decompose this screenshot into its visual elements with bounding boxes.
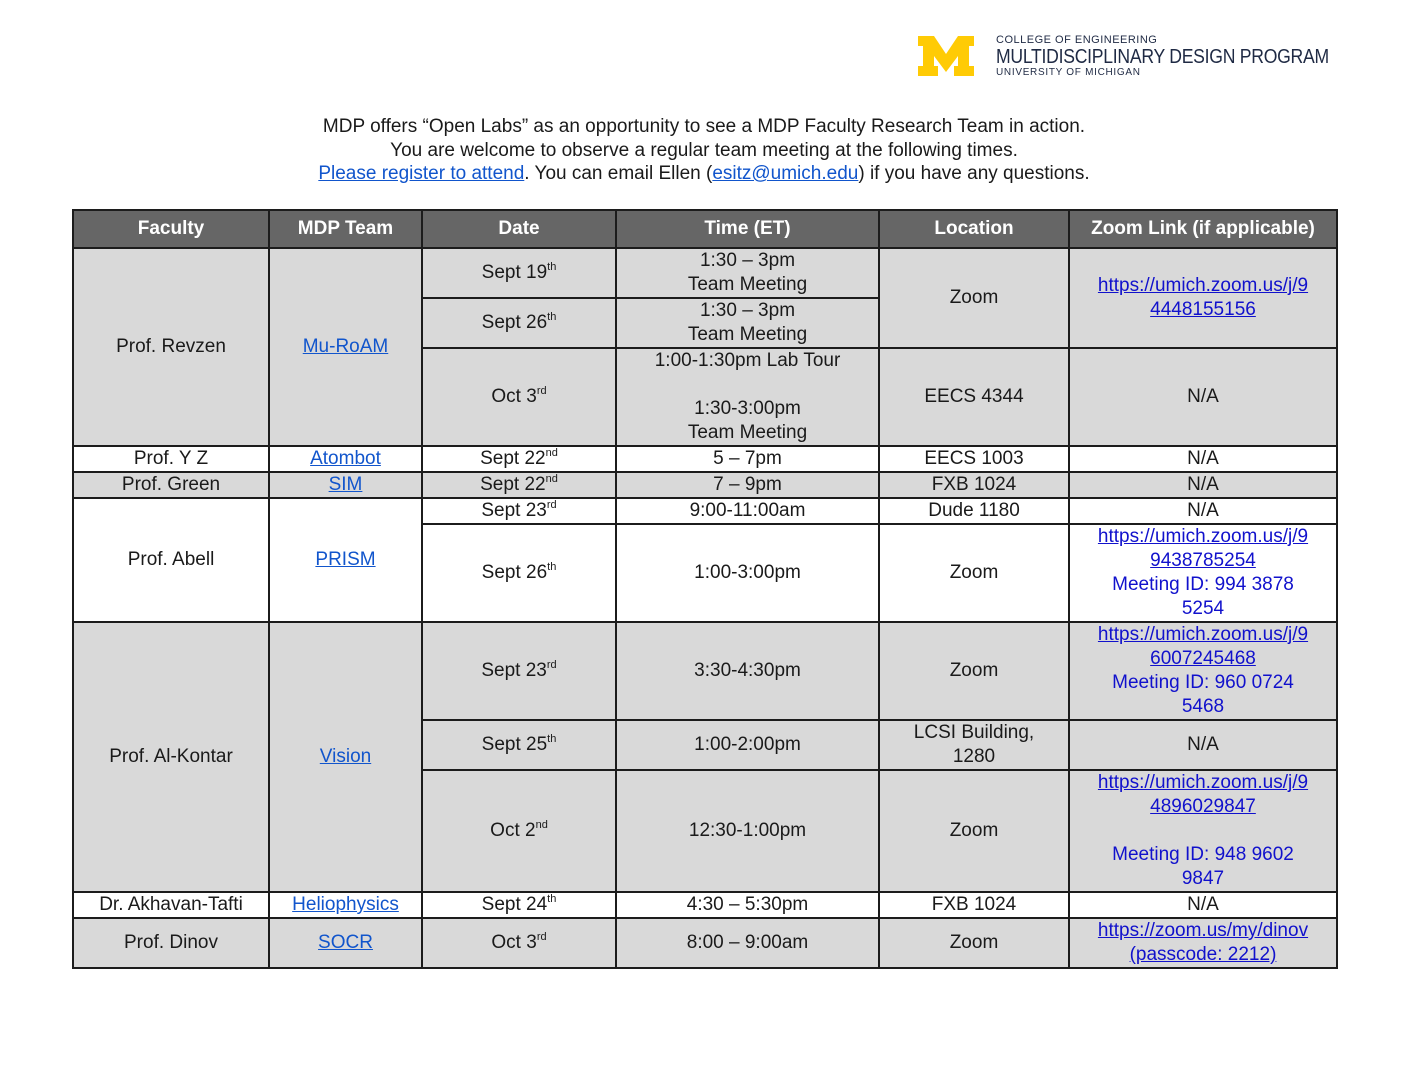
date-cell: Sept 26th (422, 524, 616, 622)
date-cell: Sept 22nd (422, 446, 616, 472)
date-cell: Sept 23rd (422, 498, 616, 524)
location-cell: Zoom (879, 918, 1069, 968)
intro-end-text: ) if you have any questions. (858, 163, 1090, 184)
team-cell (269, 918, 422, 968)
logo-program: MULTIDISCIPLINARY DESIGN PROGRAM (996, 46, 1329, 68)
team-cell (269, 446, 422, 472)
zoom-cell: N/A (1069, 446, 1337, 472)
faculty-cell: Prof. Al-Kontar (73, 622, 269, 892)
header-date: Date (422, 210, 616, 248)
team-link-mu-roam[interactable]: Mu-RoAM (302, 336, 389, 357)
faculty-cell: Prof. Green (73, 472, 269, 498)
table-row (73, 622, 1337, 720)
zoom-cell: N/A (1069, 720, 1337, 770)
team-link-heliophysics[interactable]: Heliophysics (292, 894, 399, 915)
zoom-cell (1069, 918, 1337, 968)
table-header-row (73, 210, 1337, 248)
zoom-link[interactable]: https://umich.zoom.us/j/9 4896029847 (1097, 772, 1309, 817)
intro-mid-text: . You can email Ellen ( (524, 163, 713, 184)
zoom-cell: https://umich.zoom.us/j/9 6007245468 Meeting ID: 960 0724 5468 (1069, 622, 1337, 720)
team-link-socr[interactable]: SOCR (318, 932, 373, 953)
meeting-id: Meeting ID: 948 9602 (1112, 844, 1294, 865)
location-cell: Zoom (879, 770, 1069, 892)
time-cell: 1:00-3:00pm (616, 524, 879, 622)
location-cell: Zoom (879, 248, 1069, 348)
zoom-cell (1069, 248, 1337, 348)
table-row (73, 498, 1337, 524)
time-cell: 5 – 7pm (616, 446, 879, 472)
intro-line-1: MDP offers “Open Labs” as an opportunity to see a MDP Faculty Research Team in action. (322, 116, 1086, 137)
time-cell: 12:30-1:00pm (616, 770, 879, 892)
team-link-sim[interactable]: SIM (328, 474, 363, 495)
zoom-cell: N/A (1069, 472, 1337, 498)
time-cell: 1:30 – 3pm Team Meeting (616, 248, 879, 298)
header-zoom-link: Zoom Link (if applicable) (1069, 210, 1337, 248)
intro-line-3 (0, 162, 1408, 186)
date-cell: Oct 3rd (422, 918, 616, 968)
date-cell: Sept 19th (422, 248, 616, 298)
date-cell: Sept 22nd (422, 472, 616, 498)
location-cell: EECS 1003 (879, 446, 1069, 472)
table-row (73, 892, 1337, 918)
table-row (73, 918, 1337, 968)
open-labs-schedule-table (72, 209, 1338, 969)
location-cell: Zoom (879, 622, 1069, 720)
faculty-cell: Prof. Dinov (73, 918, 269, 968)
time-cell: 1:00-2:00pm (616, 720, 879, 770)
location-cell: FXB 1024 (879, 472, 1069, 498)
zoom-cell: https://umich.zoom.us/j/9 4896029847 Meeting ID: 948 9602 9847 (1069, 770, 1337, 892)
zoom-cell: N/A (1069, 348, 1337, 446)
team-cell (269, 892, 422, 918)
time-cell: 4:30 – 5:30pm (616, 892, 879, 918)
intro-paragraph (0, 115, 1408, 186)
faculty-cell: Prof. Revzen (73, 248, 269, 446)
date-cell: Sept 25th (422, 720, 616, 770)
header-faculty: Faculty (73, 210, 269, 248)
zoom-cell: https://umich.zoom.us/j/9 9438785254 Meeting ID: 994 3878 5254 (1069, 524, 1337, 622)
date-cell: Oct 2nd (422, 770, 616, 892)
time-cell: 8:00 – 9:00am (616, 918, 879, 968)
team-cell (269, 622, 422, 892)
logo-wordmark (996, 34, 1374, 78)
time-cell: 9:00-11:00am (616, 498, 879, 524)
date-cell: Sept 24th (422, 892, 616, 918)
location-cell: LCSI Building, 1280 (879, 720, 1069, 770)
faculty-cell: Prof. Abell (73, 498, 269, 622)
team-cell (269, 472, 422, 498)
meeting-id: Meeting ID: 994 3878 (1112, 574, 1294, 595)
time-cell: 1:00-1:30pm Lab Tour 1:30-3:00pm Team Meeting (616, 348, 879, 446)
location-cell: FXB 1024 (879, 892, 1069, 918)
team-link-vision[interactable]: Vision (319, 746, 372, 767)
register-link[interactable]: Please register to attend (318, 163, 525, 184)
table-row (73, 248, 1337, 298)
zoom-link[interactable]: https://umich.zoom.us/j/9 4448155156 (1097, 275, 1309, 320)
zoom-link[interactable]: https://umich.zoom.us/j/9 6007245468 (1097, 624, 1309, 669)
zoom-link[interactable]: https://umich.zoom.us/j/9 9438785254 (1097, 526, 1309, 571)
team-cell (269, 498, 422, 622)
header-mdp-team: MDP Team (269, 210, 422, 248)
intro-line-2: You are welcome to observe a regular team meeting at the following times. (390, 139, 1018, 161)
zoom-link[interactable]: https://zoom.us/my/dinov (passcode: 2212) (1097, 920, 1309, 965)
date-cell: Sept 23rd (422, 622, 616, 720)
table-row (73, 472, 1337, 498)
time-cell: 7 – 9pm (616, 472, 879, 498)
logo-college: COLLEGE OF ENGINEERING (996, 34, 1158, 46)
faculty-cell: Prof. Y Z (73, 446, 269, 472)
location-cell: Zoom (879, 524, 1069, 622)
meeting-id: Meeting ID: 960 0724 (1112, 672, 1294, 693)
team-link-prism[interactable]: PRISM (315, 549, 376, 570)
zoom-cell: N/A (1069, 892, 1337, 918)
logo-university: UNIVERSITY OF MICHIGAN (996, 67, 1141, 78)
faculty-cell: Dr. Akhavan-Tafti (73, 892, 269, 918)
time-cell: 1:30 – 3pm Team Meeting (616, 298, 879, 348)
zoom-cell: N/A (1069, 498, 1337, 524)
email-link[interactable]: esitz@umich.edu (712, 163, 859, 184)
team-link-atombot[interactable]: Atombot (310, 448, 381, 469)
header-time: Time (ET) (616, 210, 879, 248)
date-cell: Sept 26th (422, 298, 616, 348)
team-cell (269, 248, 422, 446)
header-location: Location (879, 210, 1069, 248)
time-cell: 3:30-4:30pm (616, 622, 879, 720)
location-cell: EECS 4344 (879, 348, 1069, 446)
date-cell: Oct 3rd (422, 348, 616, 446)
block-m-logo-icon (916, 34, 976, 78)
table-row (73, 446, 1337, 472)
location-cell: Dude 1180 (879, 498, 1069, 524)
